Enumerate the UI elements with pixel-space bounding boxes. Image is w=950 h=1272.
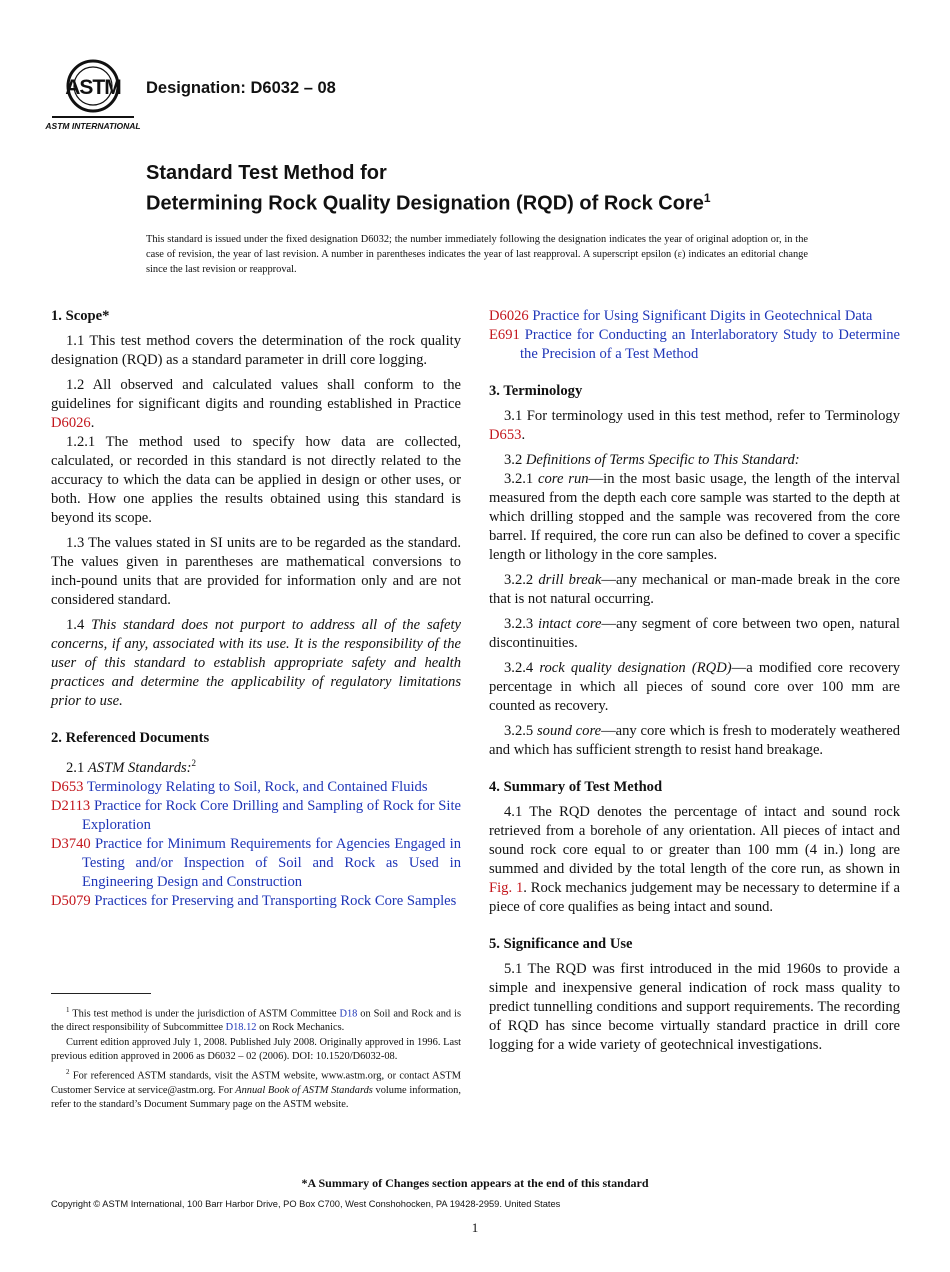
- scope-p2: 1.2 All observed and calculated values shall conform to the guidelines for significant digits and rounding established in Practice D6026.: [51, 377, 461, 431]
- definition-item: 3.2.1 core run—in the most basic usage, the length of the interval measured from the depth each core sample was started to the depth at which drilling stopped and the sample was recovered from the core barrel. If required, the core run can also be defined to cover a specific length or lithology in the core samples.: [489, 471, 901, 563]
- footnote-1-continued: Current edition approved July 1, 2008. Published July 2008. Originally approved in 1996. Last previous edition approved in 2006 as D6032 – 02 (2006). DOI: 10.1520/D6032-08.: [51, 1037, 461, 1063]
- summary-heading: 4. Summary of Test Method: [489, 779, 663, 795]
- footnote-rule: [51, 993, 151, 994]
- referenced-heading: 2. Referenced Documents: [51, 730, 210, 746]
- astm-standards-label: 2.1 ASTM Standards:$^2$: [66, 758, 197, 776]
- ref-item[interactable]: D653 Terminology Relating to Soil, Rock, and Contained Fluids: [51, 778, 428, 795]
- scope-heading: 1. Scope*: [51, 308, 110, 324]
- title-footnote-mark: 1: [703, 191, 711, 205]
- summary-p1: 4.1 The RQD denotes the percentage of intact and sound rock retrieved from a borehole of any orientation. All pieces of intact and sound rock core equal to or greater than 100 mm (4 in.) long are summed and divided by the total length of the core run, as shown in Fig. 1. Rock mechanics judgement may be necessary to determine if a piece of core qualifies as being intact and sound.: [489, 804, 901, 915]
- d6026-link[interactable]: D6026: [51, 415, 91, 431]
- scope-p3: 1.2.1 The method used to specify how data are collected, calculated, or recorded in this standard is not directly related to the accuracy to which the data can be applied in design or other uses, or both. How one applies the results obtained using this standard is beyond its scope.: [51, 434, 461, 526]
- copyright: Copyright © ASTM International, 100 Barr Harbor Drive, PO Box C700, West Conshohocken, PA 19428-2959. United States: [51, 1199, 561, 1209]
- logo-text: ASTM INTERNATIONAL: [45, 121, 141, 131]
- definition-item: 3.2.5 sound core—any core which is fresh to moderately weathered and which has sufficient strength to resist hand breakage.: [489, 723, 900, 758]
- summary-of-changes-note: *A Summary of Changes section appears at the end of this standard: [301, 1176, 649, 1190]
- terminology-heading: 3. Terminology: [489, 383, 583, 399]
- page-number: 1: [471, 1220, 479, 1235]
- astm-logo-icon: [45, 56, 141, 134]
- left-column: [51, 307, 461, 911]
- scope-p1: 1.1 This test method covers the determination of the rock quality designation (RQD) as a standard parameter in drill core logging.: [51, 333, 461, 368]
- document-title: [146, 161, 711, 217]
- title-line-1: Standard Test Method for: [146, 162, 387, 184]
- scope-p4: 1.3 The values stated in SI units are to be regarded as the standard. The values given in parentheses are mathematical conversions to inch-pound units that are provided for information only and are not considered standard.: [51, 535, 461, 608]
- d18-link[interactable]: D18: [339, 1008, 358, 1020]
- title-line-2: Determining Rock Quality Designation (RQD) of Rock Core$^1$: [146, 191, 711, 215]
- definition-item: 3.2.2 drill break—any mechanical or man-made break in the core that is not natural occurring.: [489, 572, 900, 607]
- issuance-notice: This standard is issued under the fixed designation D6032; the number immediately following the designation indicates the year of original adoption or, in the case of revision, the year of last revision. A number in parentheses indicates the year of last reapproval. A superscript epsilon (ε) indicates an editorial change since the last revision or reapproval.: [146, 234, 808, 275]
- definition-item: 3.2.3 intact core—any segment of core between two open, natural discontinuities.: [489, 616, 900, 651]
- footnote-1: $^1$ This test method is under the jurisdiction of ASTM Committee D18 on Soil and Rock and is the direct responsibility of Subcommittee D18.12 on Rock Mechanics.: [51, 1006, 461, 1034]
- footnote-2: $^2$ For referenced ASTM standards, visit the ASTM website, www.astm.org, or contact ASTM Customer Service at service@astm.org. For Annual Book of ASTM Standards volume information, refer to the standard’s Document Summary page on the ASTM website.: [51, 1068, 461, 1110]
- d653-link[interactable]: D653: [489, 427, 522, 443]
- terminology-p2: 3.2 Definitions of Terms Specific to This Standard:: [504, 452, 800, 468]
- ref-item[interactable]: E691 Practice for Conducting an Interlaboratory Study to Determine the Precision of a Test Method: [489, 327, 900, 362]
- d18-12-link[interactable]: D18.12: [225, 1022, 257, 1034]
- ref-item[interactable]: D5079 Practices for Preserving and Transporting Rock Core Samples: [51, 892, 457, 909]
- ref-item[interactable]: D3740 Practice for Minimum Requirements for Agencies Engaged in Testing and/or Inspection of Soil and Rock as Used in Engineering Design and Construction: [51, 835, 461, 890]
- significance-p1: 5.1 The RQD was first introduced in the mid 1960s to provide a simple and inexpensive general indication of rock mass quality to predict tunnelling conditions and support requirements. The recording of RQD has since become virtually standard practice in drill core logging for a wide variety of geotechnical investigations.: [489, 961, 900, 1053]
- footnotes: [51, 1003, 461, 1113]
- svg-text:ASTM: ASTM: [65, 76, 121, 99]
- definition-item: 3.2.4 rock quality designation (RQD)—a modified core recovery percentage in which all pieces of sound core over 100 mm are counted as recovery.: [489, 660, 900, 714]
- ref-item[interactable]: D6026 Practice for Using Significant Digits in Geotechnical Data: [489, 308, 873, 324]
- fig1-link[interactable]: Fig. 1: [489, 880, 524, 896]
- significance-heading: 5. Significance and Use: [489, 936, 633, 952]
- right-column: [489, 307, 900, 1061]
- scope-p5: 1.4 This standard does not purport to address all of the safety concerns, if any, associated with its use. It is the responsibility of the user of this standard to establish appropriate safety and health practices and determine the applicability of regulatory limitations prior to use.: [51, 617, 461, 709]
- ref-item[interactable]: D2113 Practice for Rock Core Drilling and Sampling of Rock for Site Exploration: [51, 797, 461, 833]
- designation: Designation: D6032 – 08: [146, 79, 336, 97]
- terminology-p1: 3.1 For terminology used in this test method, refer to Terminology D653.: [489, 408, 900, 443]
